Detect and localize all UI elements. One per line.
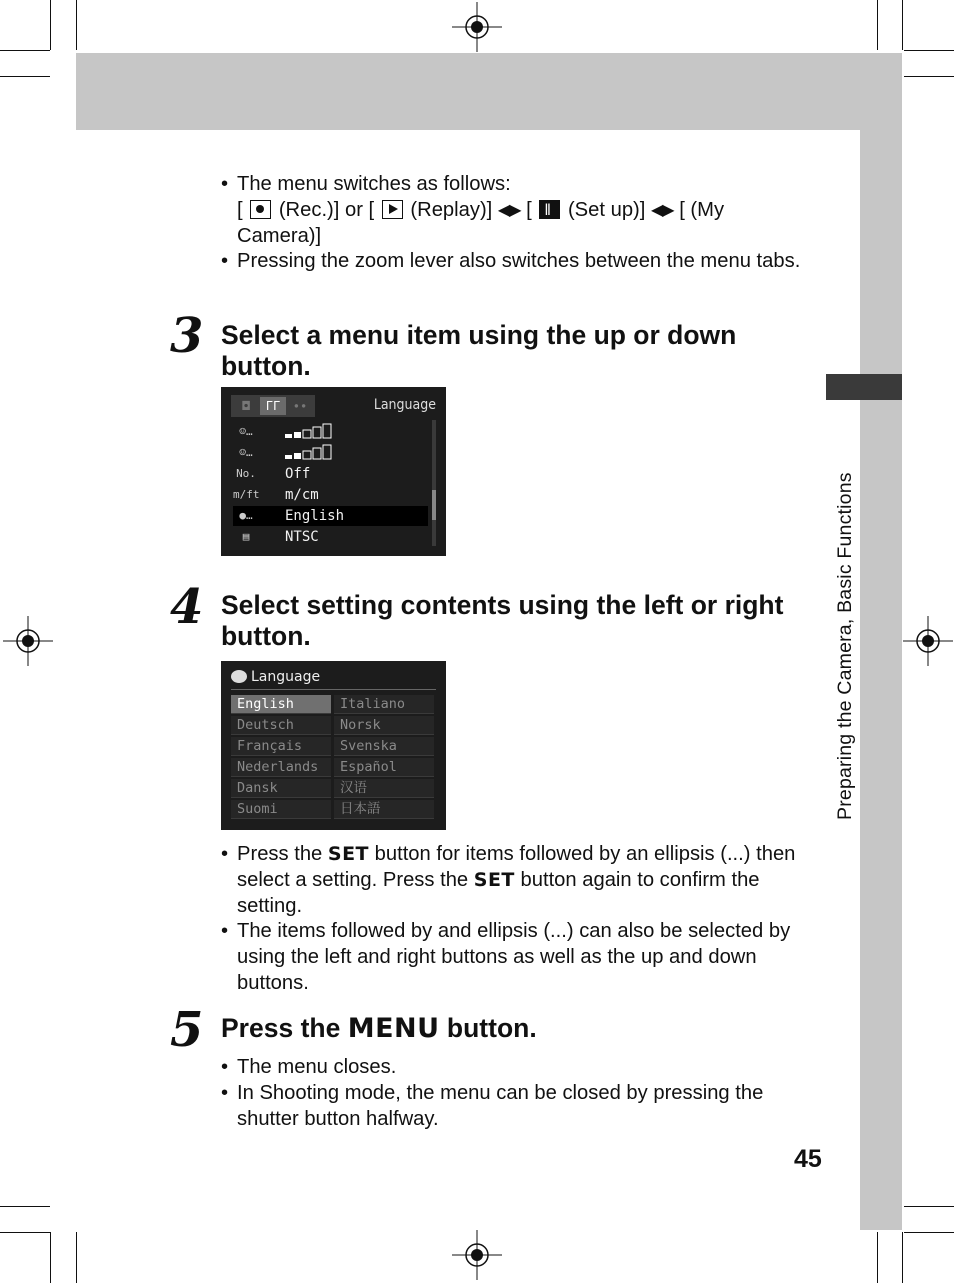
double-arrow-icon: ◀▶ <box>497 201 521 219</box>
language-option: Deutsch <box>231 716 331 735</box>
step-title: Select a menu item using the up or down button. <box>221 320 737 381</box>
set-key-label: SET <box>473 868 515 891</box>
list-item: No. Off <box>233 464 428 484</box>
language-option: Nederlands <box>231 758 331 777</box>
language-option: Dansk <box>231 779 331 798</box>
scrollbar <box>432 420 436 546</box>
page-number: 45 <box>794 1145 822 1173</box>
list-item: • The items followed by and ellipsis (...) can also be selected by using the left and right buttons as well as the up and down buttons. <box>221 919 801 996</box>
language-option: Français <box>231 737 331 756</box>
language-screenshot <box>221 661 446 830</box>
video-system-icon: ▤ <box>242 530 250 543</box>
language-option: Svenska <box>334 737 434 756</box>
menu-screenshot <box>221 387 446 556</box>
list-item <box>233 443 428 463</box>
double-arrow-icon: ◀▶ <box>650 201 674 219</box>
list-item: • The menu switches as follows: [ (Rec.)] or [ (Replay)] ◀▶ [ ‖ (Set up)] ◀▶ [ (My Camera)] <box>221 172 806 249</box>
section-tab-marker <box>826 374 902 400</box>
intro-bullet-list <box>221 172 806 275</box>
menu-header: Language <box>373 397 436 413</box>
distance-units-icon: m/ft <box>233 488 260 501</box>
file-no-icon: No. <box>236 467 256 480</box>
language-option: 汉语 <box>334 779 434 798</box>
menu-header: Language <box>231 669 320 685</box>
language-option: Español <box>334 758 434 777</box>
language-icon <box>231 670 247 683</box>
step-number: 3 <box>170 308 204 364</box>
registration-mark-icon <box>903 616 953 666</box>
volume-level-icon <box>285 422 345 442</box>
setup-tab-icon: ΓΓ <box>260 397 286 415</box>
section-caption: Preparing the Camera, Basic Functions <box>834 472 856 820</box>
volume-icon: ☺… <box>239 425 253 438</box>
volume-level-icon <box>285 443 345 463</box>
step-number: 4 <box>170 579 204 635</box>
setup-icon <box>539 200 560 219</box>
list-item: • In Shooting mode, the menu can be closed by pressing the shutter button halfway. <box>221 1081 801 1133</box>
header-band <box>76 53 902 130</box>
menu-tabs <box>231 395 315 417</box>
list-item: • The menu closes. <box>221 1055 801 1081</box>
mycamera-tab-icon: ∙∙ <box>292 399 308 413</box>
step5-bullet-list <box>221 1055 801 1132</box>
step4-bullet-list <box>221 842 801 997</box>
step-title: Press the MENU button. <box>221 1013 537 1044</box>
rec-tab-icon: ◘ <box>242 399 250 413</box>
list-item: • Press the SET button for items followed by an ellipsis (...) then select a setting. Press the SET button again to confirm the setting. <box>221 842 801 919</box>
language-option: Italiano <box>334 695 434 714</box>
list-item: m/ft m/cm <box>233 487 319 503</box>
registration-mark-icon <box>452 1230 502 1280</box>
registration-mark-icon <box>3 616 53 666</box>
list-item-selected: ●… English <box>233 506 428 526</box>
registration-mark-icon <box>452 2 502 52</box>
language-option: 日本語 <box>334 800 434 819</box>
language-option-selected: English <box>231 695 331 714</box>
language-option: Norsk <box>334 716 434 735</box>
language-icon: ●… <box>239 509 253 522</box>
replay-icon <box>382 200 403 219</box>
camera-rec-icon <box>250 200 271 219</box>
list-item: ▤ NTSC <box>233 527 428 547</box>
language-option: Suomi <box>231 800 331 819</box>
list-item: • Pressing the zoom lever also switches between the menu tabs. <box>221 249 806 275</box>
volume-icon: ☺… <box>239 446 253 459</box>
step-title: Select setting contents using the left or right button. <box>221 590 784 651</box>
step-number: 5 <box>170 1002 204 1058</box>
set-key-label: SET <box>327 843 370 865</box>
list-item <box>233 422 428 442</box>
right-margin-band <box>860 130 902 1230</box>
menu-key-label: MENU <box>347 1013 440 1044</box>
